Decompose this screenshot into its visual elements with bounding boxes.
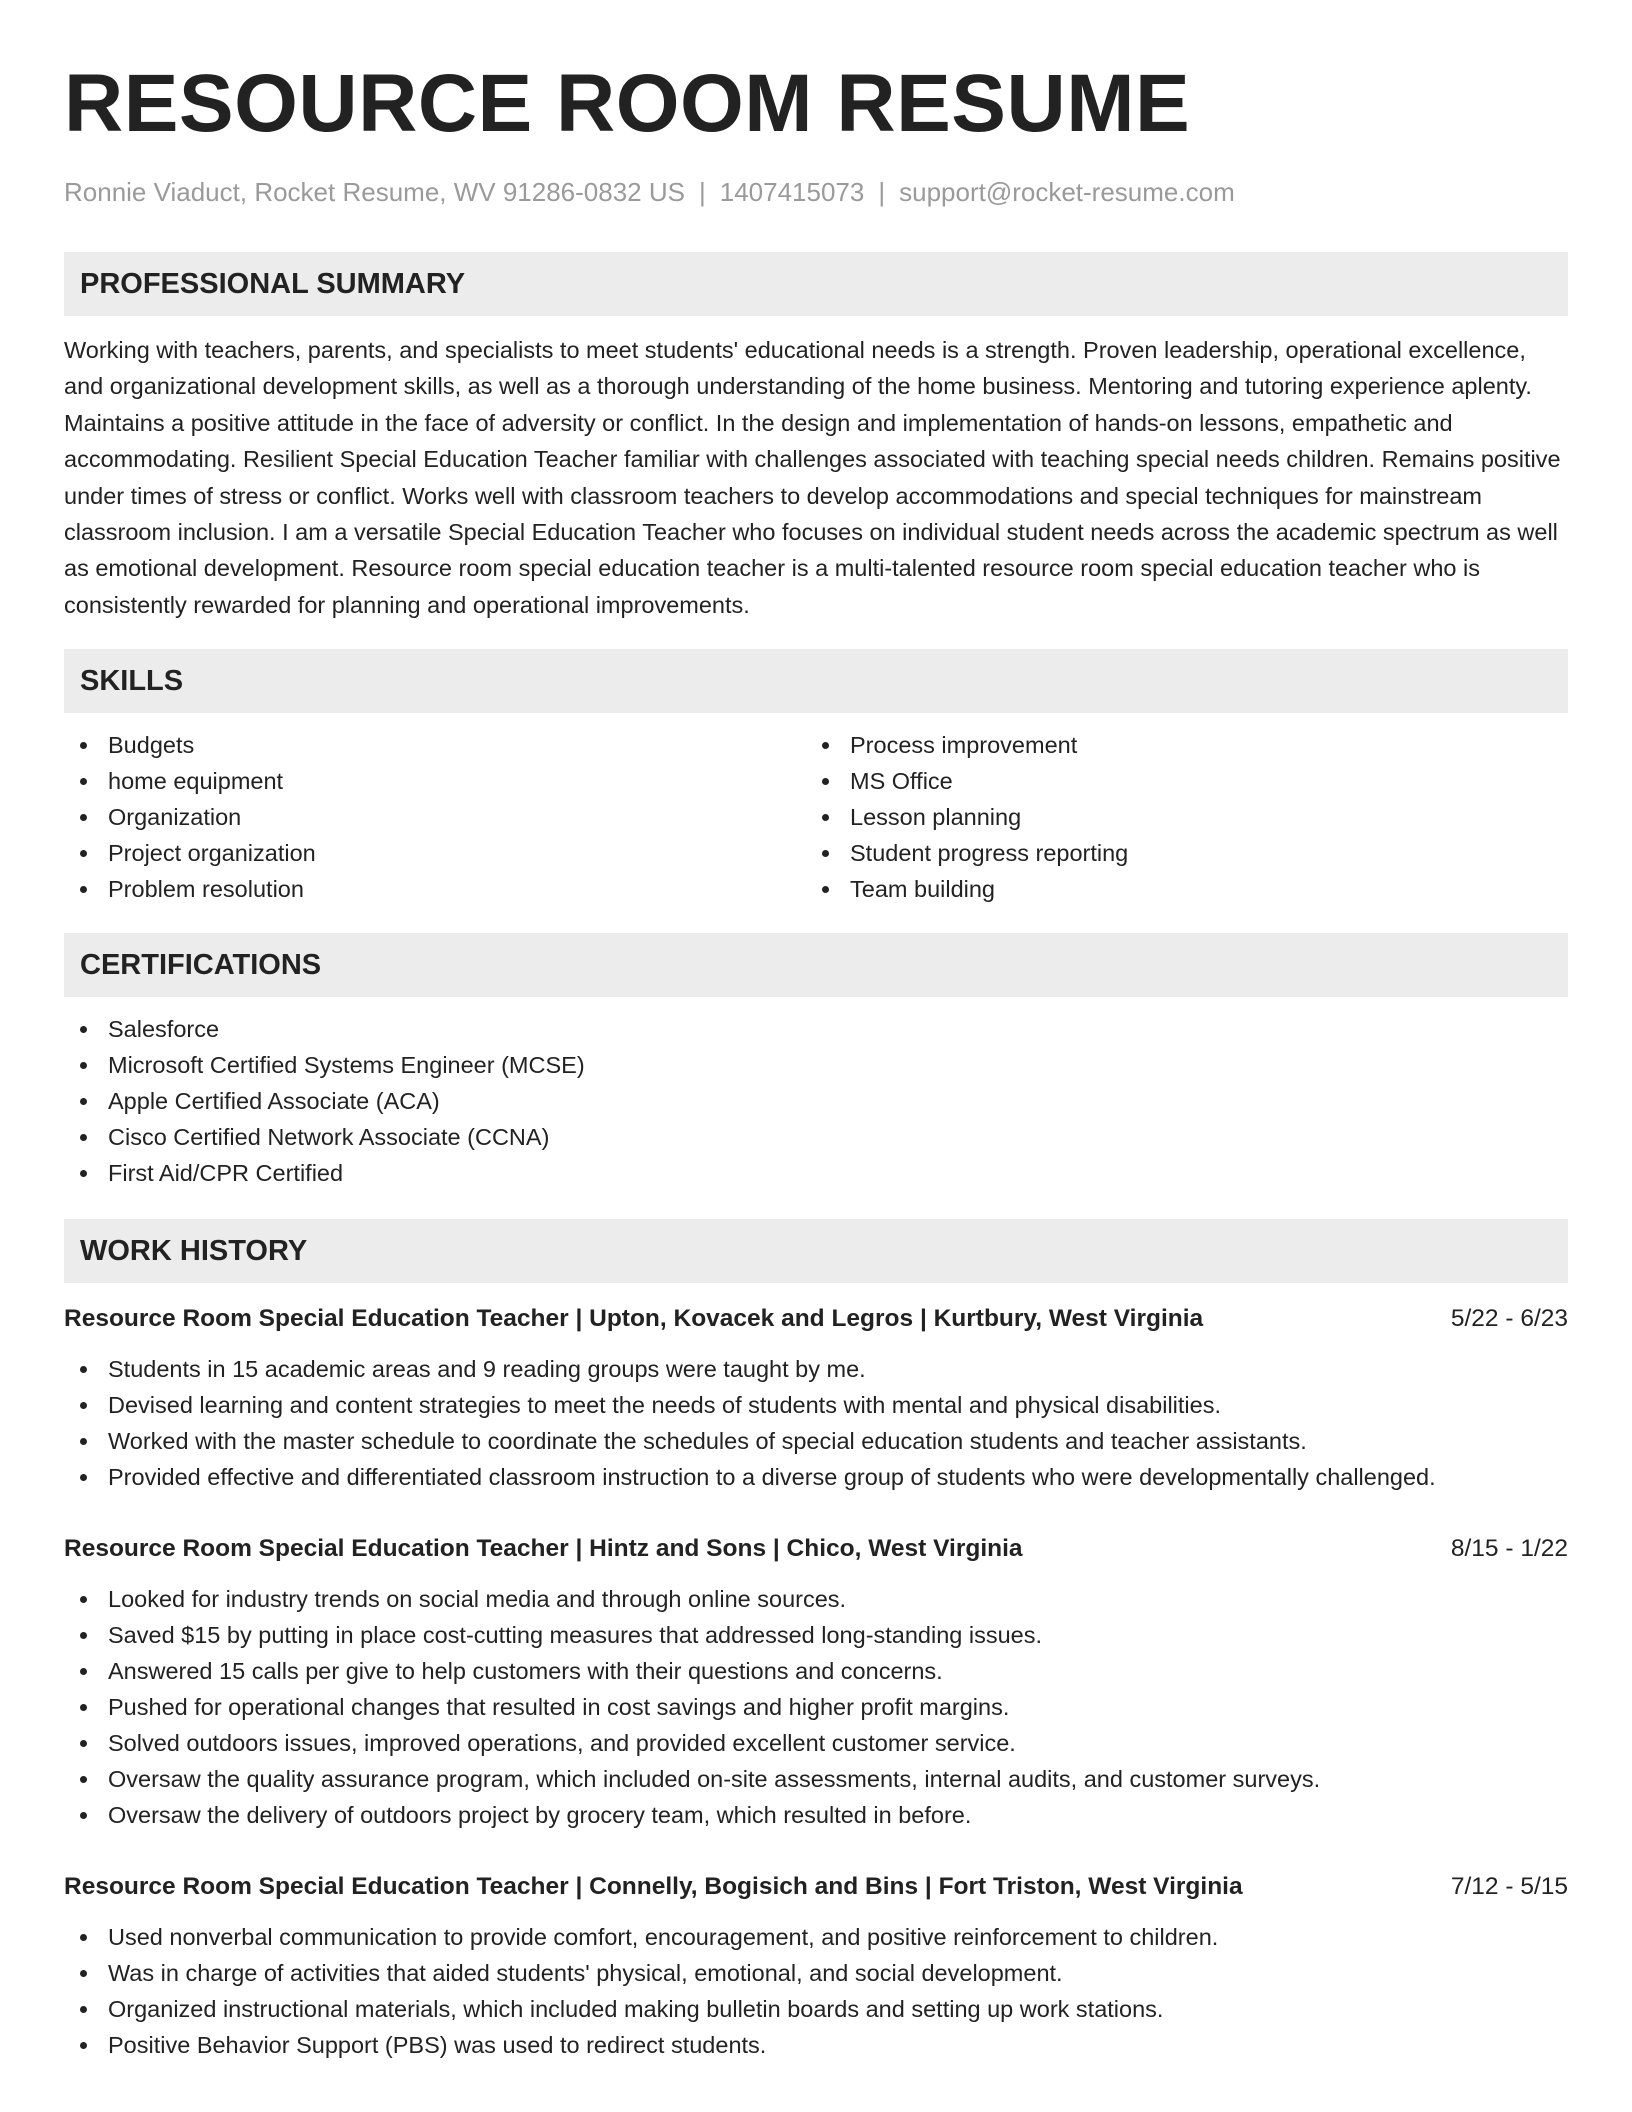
contact-line (64, 176, 1568, 208)
job-entry (64, 1533, 1568, 1833)
contact-phone: 1407415073 (719, 177, 865, 207)
skill-item: Budgets (64, 727, 806, 763)
job-dates: 5/22 - 6/23 (1450, 1305, 1568, 1333)
contact-email: support@rocket-resume.com (899, 177, 1235, 207)
skill-item: MS Office (806, 763, 1548, 799)
section-header-certifications: CERTIFICATIONS (64, 933, 1568, 997)
job-bullet: Students in 15 academic areas and 9 reading groups were taught by me. (64, 1351, 1568, 1387)
job-bullet: Saved $15 by putting in place cost-cutting measures that addressed long-standing issues. (64, 1617, 1568, 1653)
job-bullet: Provided effective and differentiated classroom instruction to a diverse group of students who were developmentally challenged. (64, 1459, 1568, 1495)
certification-item: Cisco Certified Network Associate (CCNA) (64, 1119, 1568, 1155)
job-bullet: Was in charge of activities that aided students' physical, emotional, and social development. (64, 1955, 1568, 1991)
job-bullet: Oversaw the delivery of outdoors project by grocery team, which resulted in before. (64, 1797, 1568, 1833)
resume-title: RESOURCE ROOM RESUME (64, 58, 1191, 149)
skills-list-left (64, 727, 806, 907)
job-dates: 7/12 - 5/15 (1450, 1873, 1568, 1901)
section-header-summary: PROFESSIONAL SUMMARY (64, 252, 1568, 316)
job-bullets (64, 1919, 1568, 2063)
skill-item: Process improvement (806, 727, 1548, 763)
job-bullet: Oversaw the quality assurance program, which included on-site assessments, internal audits, and customer surveys. (64, 1761, 1568, 1797)
certification-item: Salesforce (64, 1011, 1568, 1047)
certifications-list (64, 1011, 1568, 1191)
job-bullet: Solved outdoors issues, improved operations, and provided excellent customer service. (64, 1725, 1568, 1761)
skill-item: home equipment (64, 763, 806, 799)
job-bullet: Looked for industry trends on social media and through online sources. (64, 1581, 1568, 1617)
job-entry (64, 1871, 1568, 2063)
job-bullet: Used nonverbal communication to provide comfort, encouragement, and positive reinforcement to children. (64, 1919, 1568, 1955)
job-bullet: Pushed for operational changes that resulted in cost savings and higher profit margins. (64, 1689, 1568, 1725)
certification-item: Microsoft Certified Systems Engineer (MCSE) (64, 1047, 1568, 1083)
skill-item: Problem resolution (64, 871, 806, 907)
skill-item: Lesson planning (806, 799, 1548, 835)
skills-grid (64, 727, 1568, 907)
skill-item: Organization (64, 799, 806, 835)
job-dates: 8/15 - 1/22 (1450, 1535, 1568, 1563)
job-header (64, 1303, 1568, 1335)
contact-separator: | (878, 177, 886, 207)
contact-separator: | (698, 177, 706, 207)
job-bullets (64, 1351, 1568, 1495)
job-bullet: Devised learning and content strategies to meet the needs of students with mental and physical disabilities. (64, 1387, 1568, 1423)
job-title: Resource Room Special Education Teacher | Connelly, Bogisich and Bins | Fort Triston, West Virginia (64, 1873, 1243, 1901)
job-bullet: Worked with the master schedule to coordinate the schedules of special education students and teacher assistants. (64, 1423, 1568, 1459)
section-header-skills: SKILLS (64, 649, 1568, 713)
job-header (64, 1533, 1568, 1565)
contact-address: Ronnie Viaduct, Rocket Resume, WV 91286-0832 US (64, 177, 685, 207)
job-bullet: Positive Behavior Support (PBS) was used to redirect students. (64, 2027, 1568, 2063)
job-bullet: Organized instructional materials, which included making bulletin boards and setting up work stations. (64, 1991, 1568, 2027)
job-entry (64, 1303, 1568, 1495)
summary-text: Working with teachers, parents, and specialists to meet students' educational needs is a strength. Proven leadership, operational excellence, and organizational development skills, as well as a thorough understanding of the home business. Mentoring and tutoring experience aplenty. Maintains a positive attitude in the face of adversity or conflict. In the design and implementation of hands-on lessons, empathetic and accommodating. Resilient Special Education Teacher familiar with challenges associated with teaching special needs children. Remains positive under times of stress or conflict. Works well with classroom teachers to develop accommodations and special techniques for mainstream classroom inclusion. I am a versatile Special Education Teacher who focuses on individual student needs across the academic spectrum as well as emotional development. Resource room special education teacher is a multi-talented resource room special education teacher who is consistently rewarded for planning and operational improvements. (64, 337, 1561, 618)
skill-item: Student progress reporting (806, 835, 1548, 871)
resume-page (64, 0, 1568, 2063)
skills-list-right (806, 727, 1548, 907)
certification-item: Apple Certified Associate (ACA) (64, 1083, 1568, 1119)
job-bullet: Answered 15 calls per give to help customers with their questions and concerns. (64, 1653, 1568, 1689)
certification-item: First Aid/CPR Certified (64, 1155, 1568, 1191)
skill-item: Project organization (64, 835, 806, 871)
job-title: Resource Room Special Education Teacher | Upton, Kovacek and Legros | Kurtbury, West Virginia (64, 1305, 1204, 1333)
section-header-work-history: WORK HISTORY (64, 1219, 1568, 1283)
job-header (64, 1871, 1568, 1903)
job-bullets (64, 1581, 1568, 1833)
skill-item: Team building (806, 871, 1548, 907)
job-title: Resource Room Special Education Teacher | Hintz and Sons | Chico, West Virginia (64, 1535, 1023, 1563)
